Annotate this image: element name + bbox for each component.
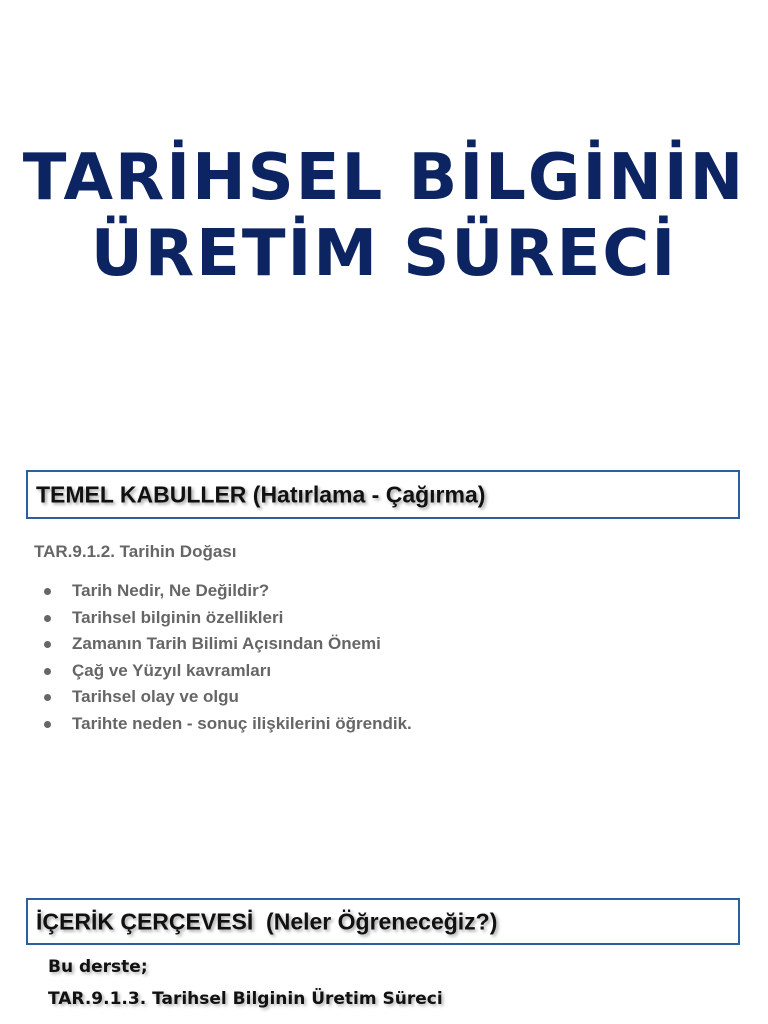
icerik-cercevesi-heading: İÇERİK ÇERÇEVESİ (Neler Öğreneceğiz?) xyxy=(36,908,498,934)
list-item xyxy=(34,658,412,685)
list-item-text: Tarihsel bilginin özellikleri xyxy=(72,607,284,627)
list-item xyxy=(34,605,412,632)
bullet-icon xyxy=(44,668,51,675)
list-item-text: Tarih Nedir, Ne Değildir? xyxy=(72,581,270,600)
list-item-text: Çağ ve Yüzyıl kavramları xyxy=(72,660,272,680)
list-item-text: Tarihsel olay ve olgu xyxy=(72,687,239,707)
bullet-icon xyxy=(44,615,51,622)
temel-kabuller-heading: TEMEL KABULLER (Hatırlama - Çağırma) xyxy=(36,481,486,507)
icerik-cercevesi-box xyxy=(26,898,740,945)
tarihin-dogasi-code: TAR.9.1.2. Tarihin Doğası xyxy=(34,542,237,561)
list-item xyxy=(34,631,412,658)
bu-derste-label: Bu derste; xyxy=(48,957,148,977)
list-item xyxy=(34,711,412,738)
bullet-icon xyxy=(44,641,51,648)
page-title-line-2: ÜRETİM SÜRECİ xyxy=(90,217,678,291)
bullet-icon xyxy=(44,588,51,595)
bullet-icon xyxy=(44,721,51,728)
page-title xyxy=(0,140,768,292)
temel-kabuller-list xyxy=(34,578,412,738)
list-item xyxy=(34,578,412,605)
page-title-line-1: TARİHSEL BİLGİNİN xyxy=(22,141,746,215)
list-item-text: Tarihte neden - sonuç ilişkilerini öğrendik. xyxy=(72,713,412,733)
list-item xyxy=(34,684,412,711)
temel-kabuller-box xyxy=(26,470,740,519)
list-item-text: Zamanın Tarih Bilimi Açısından Önemi xyxy=(72,634,381,654)
bullet-icon xyxy=(44,694,51,701)
uretim-sureci-code: TAR.9.1.3. Tarihsel Bilginin Üretim Süreci xyxy=(48,989,443,1009)
